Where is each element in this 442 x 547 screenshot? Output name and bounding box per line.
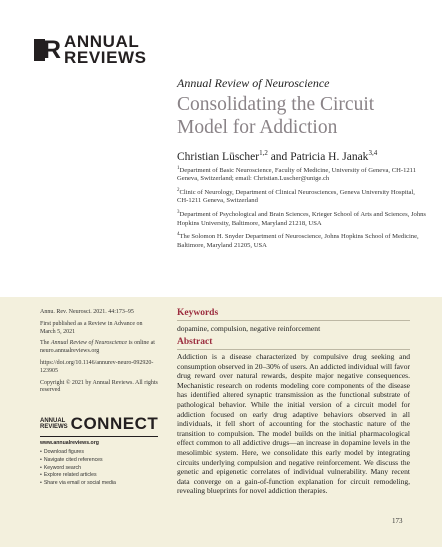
author-2: Patricia H. Janak [290,150,369,163]
online-note [40,340,158,356]
connect-wordmark: CONNECT [70,414,159,433]
logo-wordmark [64,34,147,66]
affiliation-4 [177,231,427,250]
affiliation-text: Clinic of Neurology, Department of Clinical Neurosciences, Geneva University Hospital, CH-1211 Geneva, Switzerland [177,189,415,205]
affiliation-text: The Solomon H. Snyder Department of Neuroscience, Johns Hopkins School of Medicine, Baltimore, Maryland 21205, USA [177,233,419,249]
annual-reviews-connect [40,414,160,488]
online-suffix: is online at neuro.annualreviews.org [40,340,155,355]
connect-feature: • Share via email or social media [40,480,160,488]
connect-feature: • Download figures [40,449,160,457]
author-line [177,149,377,163]
article-sidebar [40,309,158,399]
affiliation-num: 3 [177,210,180,216]
connect-features [40,449,160,488]
affiliation-3 [177,209,427,228]
article-title: Consolidating the Circuit Model for Addiction [177,94,375,138]
connect-divider [40,436,158,437]
author-and: and [267,150,291,163]
author-1: Christian Lüscher [177,150,260,163]
affiliation-text: Department of Psychological and Brain Sciences, Krieger School of Arts and Sciences, Johns Hopkins University, Baltimore, Maryland 21218, USA [177,211,426,227]
connect-feature: • Keyword search [40,465,160,473]
connect-small-line-1: ANNUAL [40,417,66,424]
abstract-heading: Abstract [177,337,213,347]
affiliation-num: 2 [177,188,180,194]
online-prefix: The [40,340,51,347]
keywords-text: dopamine, compulsion, negative reinforcement [177,324,321,333]
connect-logo [40,414,160,434]
affiliations [177,165,427,253]
keywords-divider [177,320,410,321]
affiliation-text: Department of Basic Neuroscience, Faculty of Medicine, University of Geneva, CH-1211 Geneva, Switzerland; email: Christian.Luscher@unige.ch [177,167,417,183]
author-2-affil: 3,4 [368,149,378,157]
connect-small-line-2: REVIEWS [40,424,68,430]
logo-line-1: ANNUAL [64,32,140,51]
first-published: First published as a Review in Advance on March 5, 2021 [40,320,143,335]
abstract-divider [177,349,410,350]
connect-feature: • Explore related articles [40,472,160,480]
citation: Annu. Rev. Neurosci. 2021. 44:173–95 [40,309,134,315]
abstract-text: Addiction is a disease characterized by compulsive drug seeking and consumption observed in 20–30% of users. An addicted individual will favor drug reward over natural rewards, despite major negative consequences. Mechanistic research on rodents modeling core components of the disease has identified altered synaptic transmission as the functional substrate of pathological behavior. While the initial version of a circuit model for addiction focused on early drug adaptive behaviors observed in all individuals, it fell short of accounting for the stochastic nature of the transition to compulsion. The model builds on the initial pharmacological effect common to all addictive drugs—an increase in dopamine levels in the mesolimbic system. Here, we consolidate this early model by integrating circuits underlying compulsion and negative reinforcement. We discuss the genetic and epigenetic correlates of individual vulnerability. Many recent data converge on a gain-of-function explanation for circuit remodeling, revealing blueprints for novel addiction therapies. [177,352,410,496]
affiliation-num: 1 [177,166,180,171]
annual-reviews-logo-mark: R [34,37,60,63]
affiliation-1 [177,165,427,184]
page-number: 173 [392,517,403,525]
online-journal: Annual Review of Neuroscience [50,340,128,347]
journal-name: Annual Review of Neuroscience [177,76,330,90]
connect-url[interactable]: www.annualreviews.org [40,440,99,446]
affiliation-2 [177,187,427,206]
author-1-affil: 1,2 [259,149,268,157]
keywords-heading: Keywords [177,308,219,318]
copyright: Copyright © 2021 by Annual Reviews. All rights reserved [40,379,158,394]
doi-link[interactable]: https://doi.org/10.1146/annurev-neuro-092920-123905 [40,359,154,374]
affiliation-num: 4 [177,232,180,238]
connect-feature: • Navigate cited references [40,457,160,465]
connect-small-text [40,418,68,431]
annual-reviews-logo [34,34,147,66]
logo-line-2: REVIEWS [64,48,147,67]
